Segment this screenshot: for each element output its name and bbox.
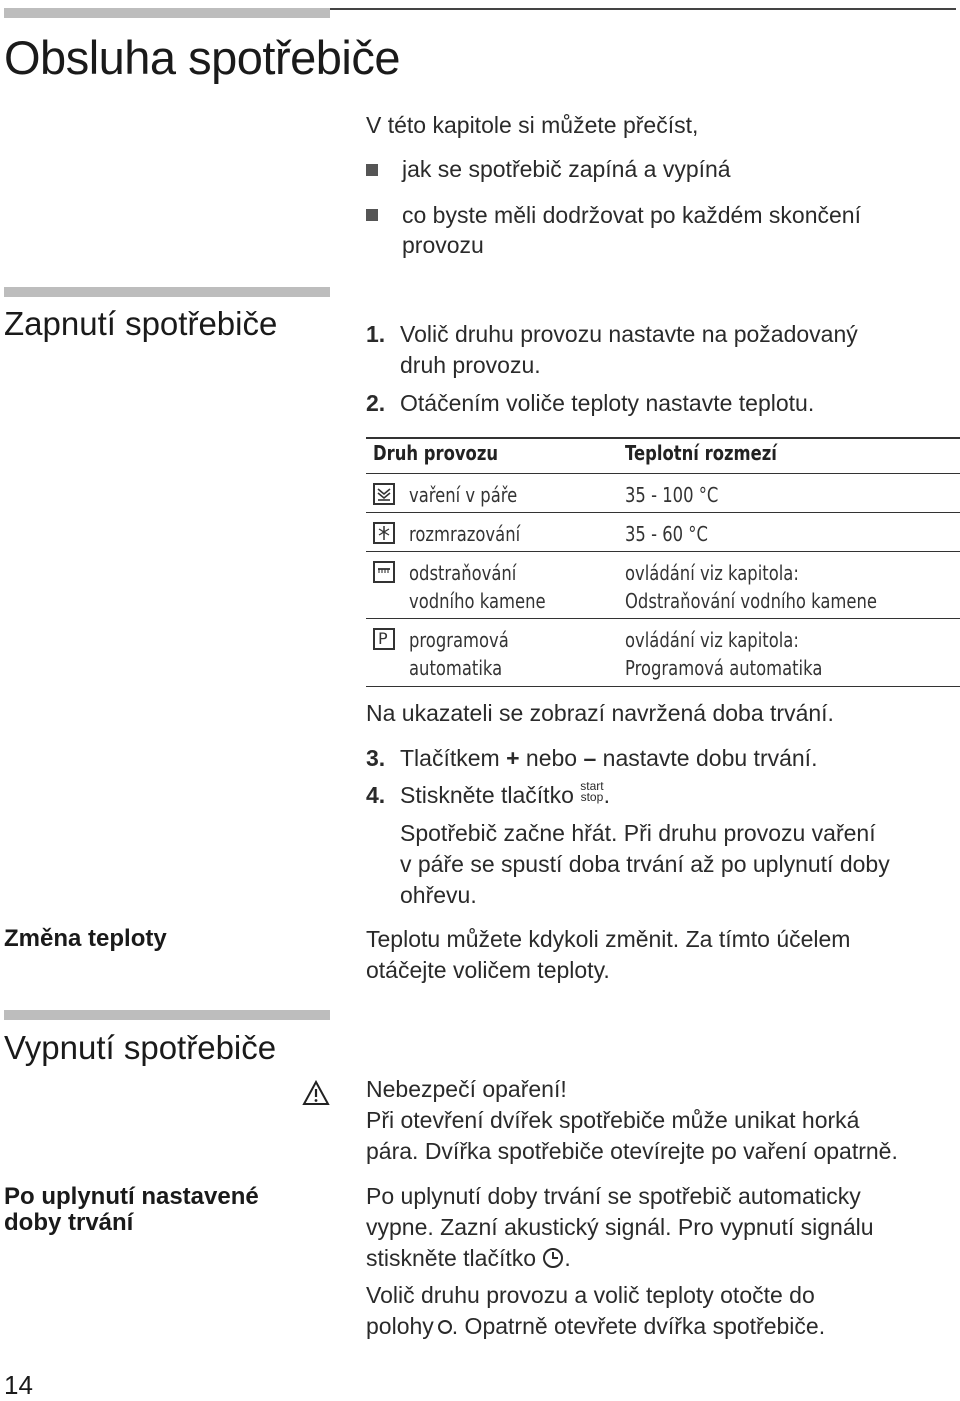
program-icon-letter: P xyxy=(378,629,388,648)
page-title: Obsluha spotřebiče xyxy=(4,31,400,84)
step-4 xyxy=(366,780,610,811)
intro-bullet-1: jak se spotřebič zapíná a vypíná xyxy=(402,156,731,182)
table-cell-mode: vaření v páře xyxy=(409,483,518,507)
table-top-rule xyxy=(366,437,960,439)
step-1-cont: druh provozu. xyxy=(400,352,541,378)
off-para-text: stiskněte tlačítko xyxy=(366,1245,537,1271)
off-para-line-1: Po uplynutí doby trvání se spotřebič automaticky xyxy=(366,1183,861,1209)
temp-change-line-1: Teplotu můžete kdykoli změnit. Za tímto účelem xyxy=(366,926,851,952)
table-header-mode: Druh provozu xyxy=(373,441,499,465)
step-text: Volič druhu provozu nastavte na požadovaný xyxy=(400,321,858,347)
start-stop-key-bottom: stop xyxy=(580,790,604,804)
warning-title: Nebezpečí opaření! xyxy=(366,1076,567,1102)
off-position-icon xyxy=(438,1320,452,1334)
clock-icon xyxy=(542,1247,564,1269)
table-cell-mode: odstraňování xyxy=(409,561,517,585)
section-heading-switch-off: Vypnutí spotřebiče xyxy=(4,1029,277,1066)
section-rule xyxy=(4,287,330,297)
header-rule-thin xyxy=(330,8,956,10)
steam-icon xyxy=(373,483,395,505)
result-line-3: ohřevu. xyxy=(400,882,477,908)
warning-line-2: pára. Dvířka spotřebiče otevírejte po vaření opatrně. xyxy=(366,1138,898,1164)
header-rule-thick xyxy=(4,8,330,18)
program-icon xyxy=(373,628,395,650)
section-rule xyxy=(4,1010,330,1020)
duration-note: Na ukazateli se zobrazí navržená doba trvání. xyxy=(366,700,834,726)
table-cell-range: ovládání viz kapitola: xyxy=(625,561,799,585)
subheading-after-duration-cont: doby trvání xyxy=(4,1209,134,1236)
step-text: Otáčením voliče teploty nastavte teplotu. xyxy=(400,390,815,416)
off-para2-line-2 xyxy=(366,1311,825,1342)
start-stop-key-icon xyxy=(580,781,603,803)
table-cell-range: 35 - 60 °C xyxy=(625,522,708,546)
start-stop-key-top: start xyxy=(580,779,604,793)
off-para2-line-1: Volič druhu provozu a volič teploty otočte do xyxy=(366,1282,815,1308)
step-1 xyxy=(366,319,858,350)
step-text: Tlačítkem xyxy=(400,745,500,771)
table-rule xyxy=(366,473,960,474)
table-cell-range-cont: Odstraňování vodního kamene xyxy=(625,589,877,613)
intro-bullet-2-cont: provozu xyxy=(402,232,484,258)
step-number: 2. xyxy=(366,390,386,416)
off-para-end: . xyxy=(564,1245,571,1271)
defrost-icon xyxy=(373,522,395,544)
step-number: 4. xyxy=(366,782,386,808)
subheading-after-duration: Po uplynutí nastavené xyxy=(4,1183,259,1210)
subheading-temp-change: Změna teploty xyxy=(4,925,167,952)
off-para-line-2: vypne. Zazní akustický signál. Pro vypnutí signálu xyxy=(366,1214,874,1240)
step-3 xyxy=(366,743,817,774)
plus-key-icon: + xyxy=(506,745,520,771)
intro-bullet-2: co byste měli dodržovat po každém skončení xyxy=(402,202,861,228)
table-cell-range: 35 - 100 °C xyxy=(625,483,719,507)
table-bottom-rule xyxy=(366,686,960,687)
table-cell-range: ovládání viz kapitola: xyxy=(625,628,799,652)
table-cell-mode-cont: automatika xyxy=(409,656,503,680)
table-rule xyxy=(366,551,960,552)
warning-icon xyxy=(302,1080,330,1111)
step-text: Stiskněte tlačítko xyxy=(400,782,574,808)
temp-change-line-2: otáčejte voličem teploty. xyxy=(366,957,610,983)
step-text-end: . xyxy=(603,782,610,808)
result-line-1: Spotřebič začne hřát. Při druhu provozu vaření xyxy=(400,820,876,846)
step-2 xyxy=(366,388,814,419)
off-para-line-3 xyxy=(366,1243,571,1274)
table-header-range: Teplotní rozmezí xyxy=(625,441,777,465)
warning-line-1: Při otevření dvířek spotřebiče může unikat horká xyxy=(366,1107,860,1133)
minus-key-icon: – xyxy=(583,745,597,771)
table-rule xyxy=(366,618,960,619)
table-cell-mode: programová xyxy=(409,628,509,652)
off-para2-text-end: . Opatrně otevřete dvířka spotřebiče. xyxy=(451,1313,826,1339)
step-text: nebo xyxy=(525,745,578,771)
table-cell-range-cont: Programová automatika xyxy=(625,656,823,680)
page-number: 14 xyxy=(4,1370,33,1400)
section-heading-switch-on: Zapnutí spotřebiče xyxy=(4,305,278,342)
table-cell-mode-cont: vodního kamene xyxy=(409,589,546,613)
bullet-marker xyxy=(366,164,378,176)
bullet-marker xyxy=(366,209,378,221)
table-cell-mode: rozmrazování xyxy=(409,522,521,546)
descaling-icon xyxy=(373,561,395,583)
result-line-2: v páře se spustí doba trvání až po uplynutí doby xyxy=(400,851,890,877)
intro-lead: V této kapitole si můžete přečíst, xyxy=(366,112,699,138)
off-para2-text: polohy xyxy=(366,1313,434,1339)
step-number: 1. xyxy=(366,321,386,347)
step-number: 3. xyxy=(366,745,386,771)
step-text: nastavte dobu trvání. xyxy=(602,745,818,771)
table-rule xyxy=(366,512,960,513)
